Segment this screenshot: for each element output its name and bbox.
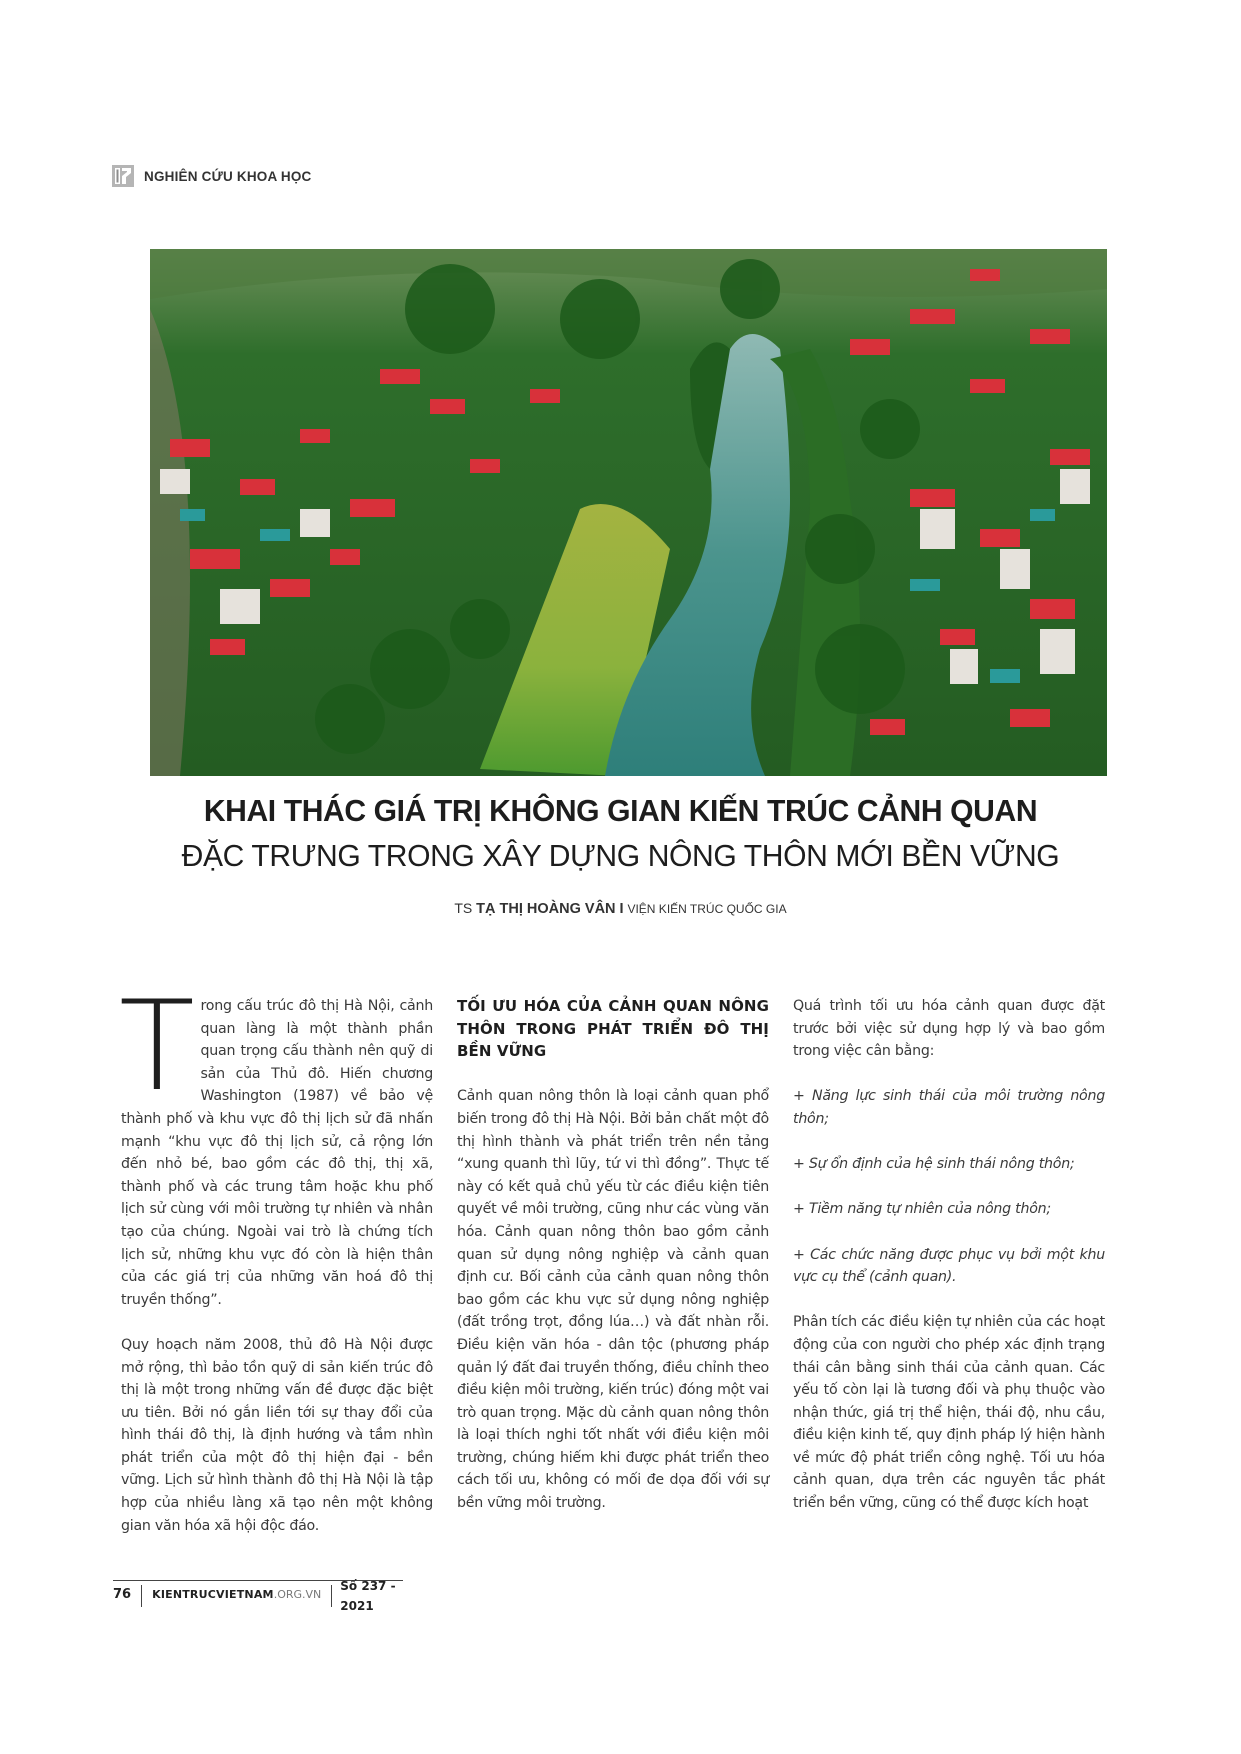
hero-photo bbox=[150, 249, 1107, 776]
paragraph-text: rong cấu trúc đô thị Hà Nội, cảnh quan làng là một thành phần quan trọng cấu thành nên quỹ di sản của Thủ đô. Hiến chương Washington (1987) về bảo vệ thành phố và khu vực đô thị lịch sử đã nhấn mạnh “khu vực đô thị lịch sử, cả rộng lớn đến nhỏ bé, bao gồm các đô thị, thị xã, thành phố và các trung tâm hoặc khu phố lịch sử cùng với môi trường tự nhiên và nhân tạo của chúng. Ngoài vai trò là chứng tích lịch sử, những khu vực đó còn là hiện thân của các giá trị của những văn hoá đô thị truyền thống”. bbox=[121, 998, 433, 1308]
drop-cap: T bbox=[119, 975, 195, 1119]
bullet-item: + Sự ổn định của hệ sinh thái nông thôn; bbox=[793, 1156, 1075, 1173]
paragraph: Quy hoạch năm 2008, thủ đô Hà Nội được mở rộng, thì bảo tồn quỹ di sản kiến trúc đô thị là một trong những vấn đề được đặc biệt ưu tiên. Bởi nó gắn liền tới sự thay đổi của hình thái đô thị, là định hướng và tầm nhìn phát triển của một đô thị hiện đại - bền vững. Lịch sử hình thành đô thị Hà Nội là tập hợp của nhiều làng xã tạo nên một không gian văn hóa xã hội độc đáo. bbox=[121, 1336, 433, 1534]
website-link[interactable] bbox=[142, 1585, 332, 1607]
author-affiliation: VIỆN KIẾN TRÚC QUỐC GIA bbox=[627, 902, 787, 916]
author-name: TẠ THỊ HOÀNG VÂN I bbox=[476, 901, 624, 917]
column-1 bbox=[119, 975, 433, 1560]
bullet-item: + Năng lực sinh thái của môi trường nông thôn; bbox=[793, 1088, 1105, 1127]
column-3 bbox=[793, 995, 1105, 1537]
website-domain: .ORG.VN bbox=[273, 1588, 322, 1601]
bullet-item: + Các chức năng được phục vụ bởi một khu vực cụ thể (cảnh quan). bbox=[793, 1246, 1105, 1286]
article-title-line-1: KHAI THÁC GIÁ TRỊ KHÔNG GIAN KIẾN TRÚC CẢNH QUAN bbox=[203, 793, 1038, 828]
column-2 bbox=[457, 995, 769, 1537]
article-title-line-2: ĐẶC TRƯNG TRONG XÂY DỰNG NÔNG THÔN MỚI BỀN VỮNG bbox=[181, 838, 1060, 873]
journal-logo-icon bbox=[112, 165, 134, 187]
page-footer bbox=[113, 1579, 403, 1613]
paragraph bbox=[119, 975, 433, 1311]
section-heading: TỐI ƯU HÓA CỦA CẢNH QUAN NÔNG THÔN TRONG PHÁT TRIỂN ĐÔ THỊ BỀN VỮNG bbox=[457, 997, 769, 1061]
bullet-item: + Tiềm năng tự nhiên của nông thôn; bbox=[793, 1201, 1051, 1218]
issue-number: Số 237 - 2021 bbox=[340, 1579, 396, 1613]
author-title: TS bbox=[454, 900, 473, 916]
website-name: KIENTRUCVIETNAM bbox=[152, 1588, 274, 1601]
paragraph: Quá trình tối ưu hóa cảnh quan được đặt trước bởi việc sử dụng hợp lý và bao gồm trong việc cân bằng: bbox=[793, 998, 1105, 1060]
paragraph: Cảnh quan nông thôn là loại cảnh quan phổ biến trong đô thị Hà Nội. Bởi bản chất một đô thị hình thành và phát triển trên nền tảng “xung quanh thì lũy, tứ vi thì đồng”. Thực tế này có kết quả chủ yếu từ các điều kiện tiên quyết về môi trường, cũng như các vùng văn hóa. Cảnh quan nông thôn bao gồm cảnh quan sử dụng nông nghiệp và cảnh quan định cư. Bối cảnh của cảnh quan nông thôn bao gồm các khu vực sử dụng nông nghiệp (đất trồng trọt, đồng lúa…) và đất nhàn rỗi. Điều kiện văn hóa - dân tộc (phương pháp quản lý đất đai truyền thống, điều chỉnh theo điều kiện môi trường, kiến trúc) đóng một vai trò quan trọng. Mặc dù cảnh quan nông thôn là loại thích nghi tốt nhất với điều kiện môi trường, chúng hiếm khi được phát triển theo cách tối ưu, không có mối đe dọa đối với sự bền vững môi trường. bbox=[457, 1088, 769, 1512]
section-header bbox=[112, 165, 312, 187]
byline bbox=[0, 900, 1241, 917]
section-label: NGHIÊN CỨU KHOA HỌC bbox=[144, 168, 312, 184]
aerial-village-river-image bbox=[150, 249, 1107, 776]
paragraph: Phân tích các điều kiện tự nhiên của các hoạt động của con người cho phép xác định trạng thái cân bằng sinh thái của cảnh quan. Các yếu tố còn lại là tương đối và phụ thuộc vào nhận thức, giá trị thể hiện, thái độ, nhu cầu, điều kiện kinh tế, quy định pháp lý hiện hành về mức độ phát triển công nghệ. Tối ưu hóa cảnh quan, dựa trên các nguyên tắc phát triển bền vững, cũng có thể được kích hoạt bbox=[793, 1314, 1105, 1512]
page-number: 76 bbox=[113, 1585, 142, 1607]
